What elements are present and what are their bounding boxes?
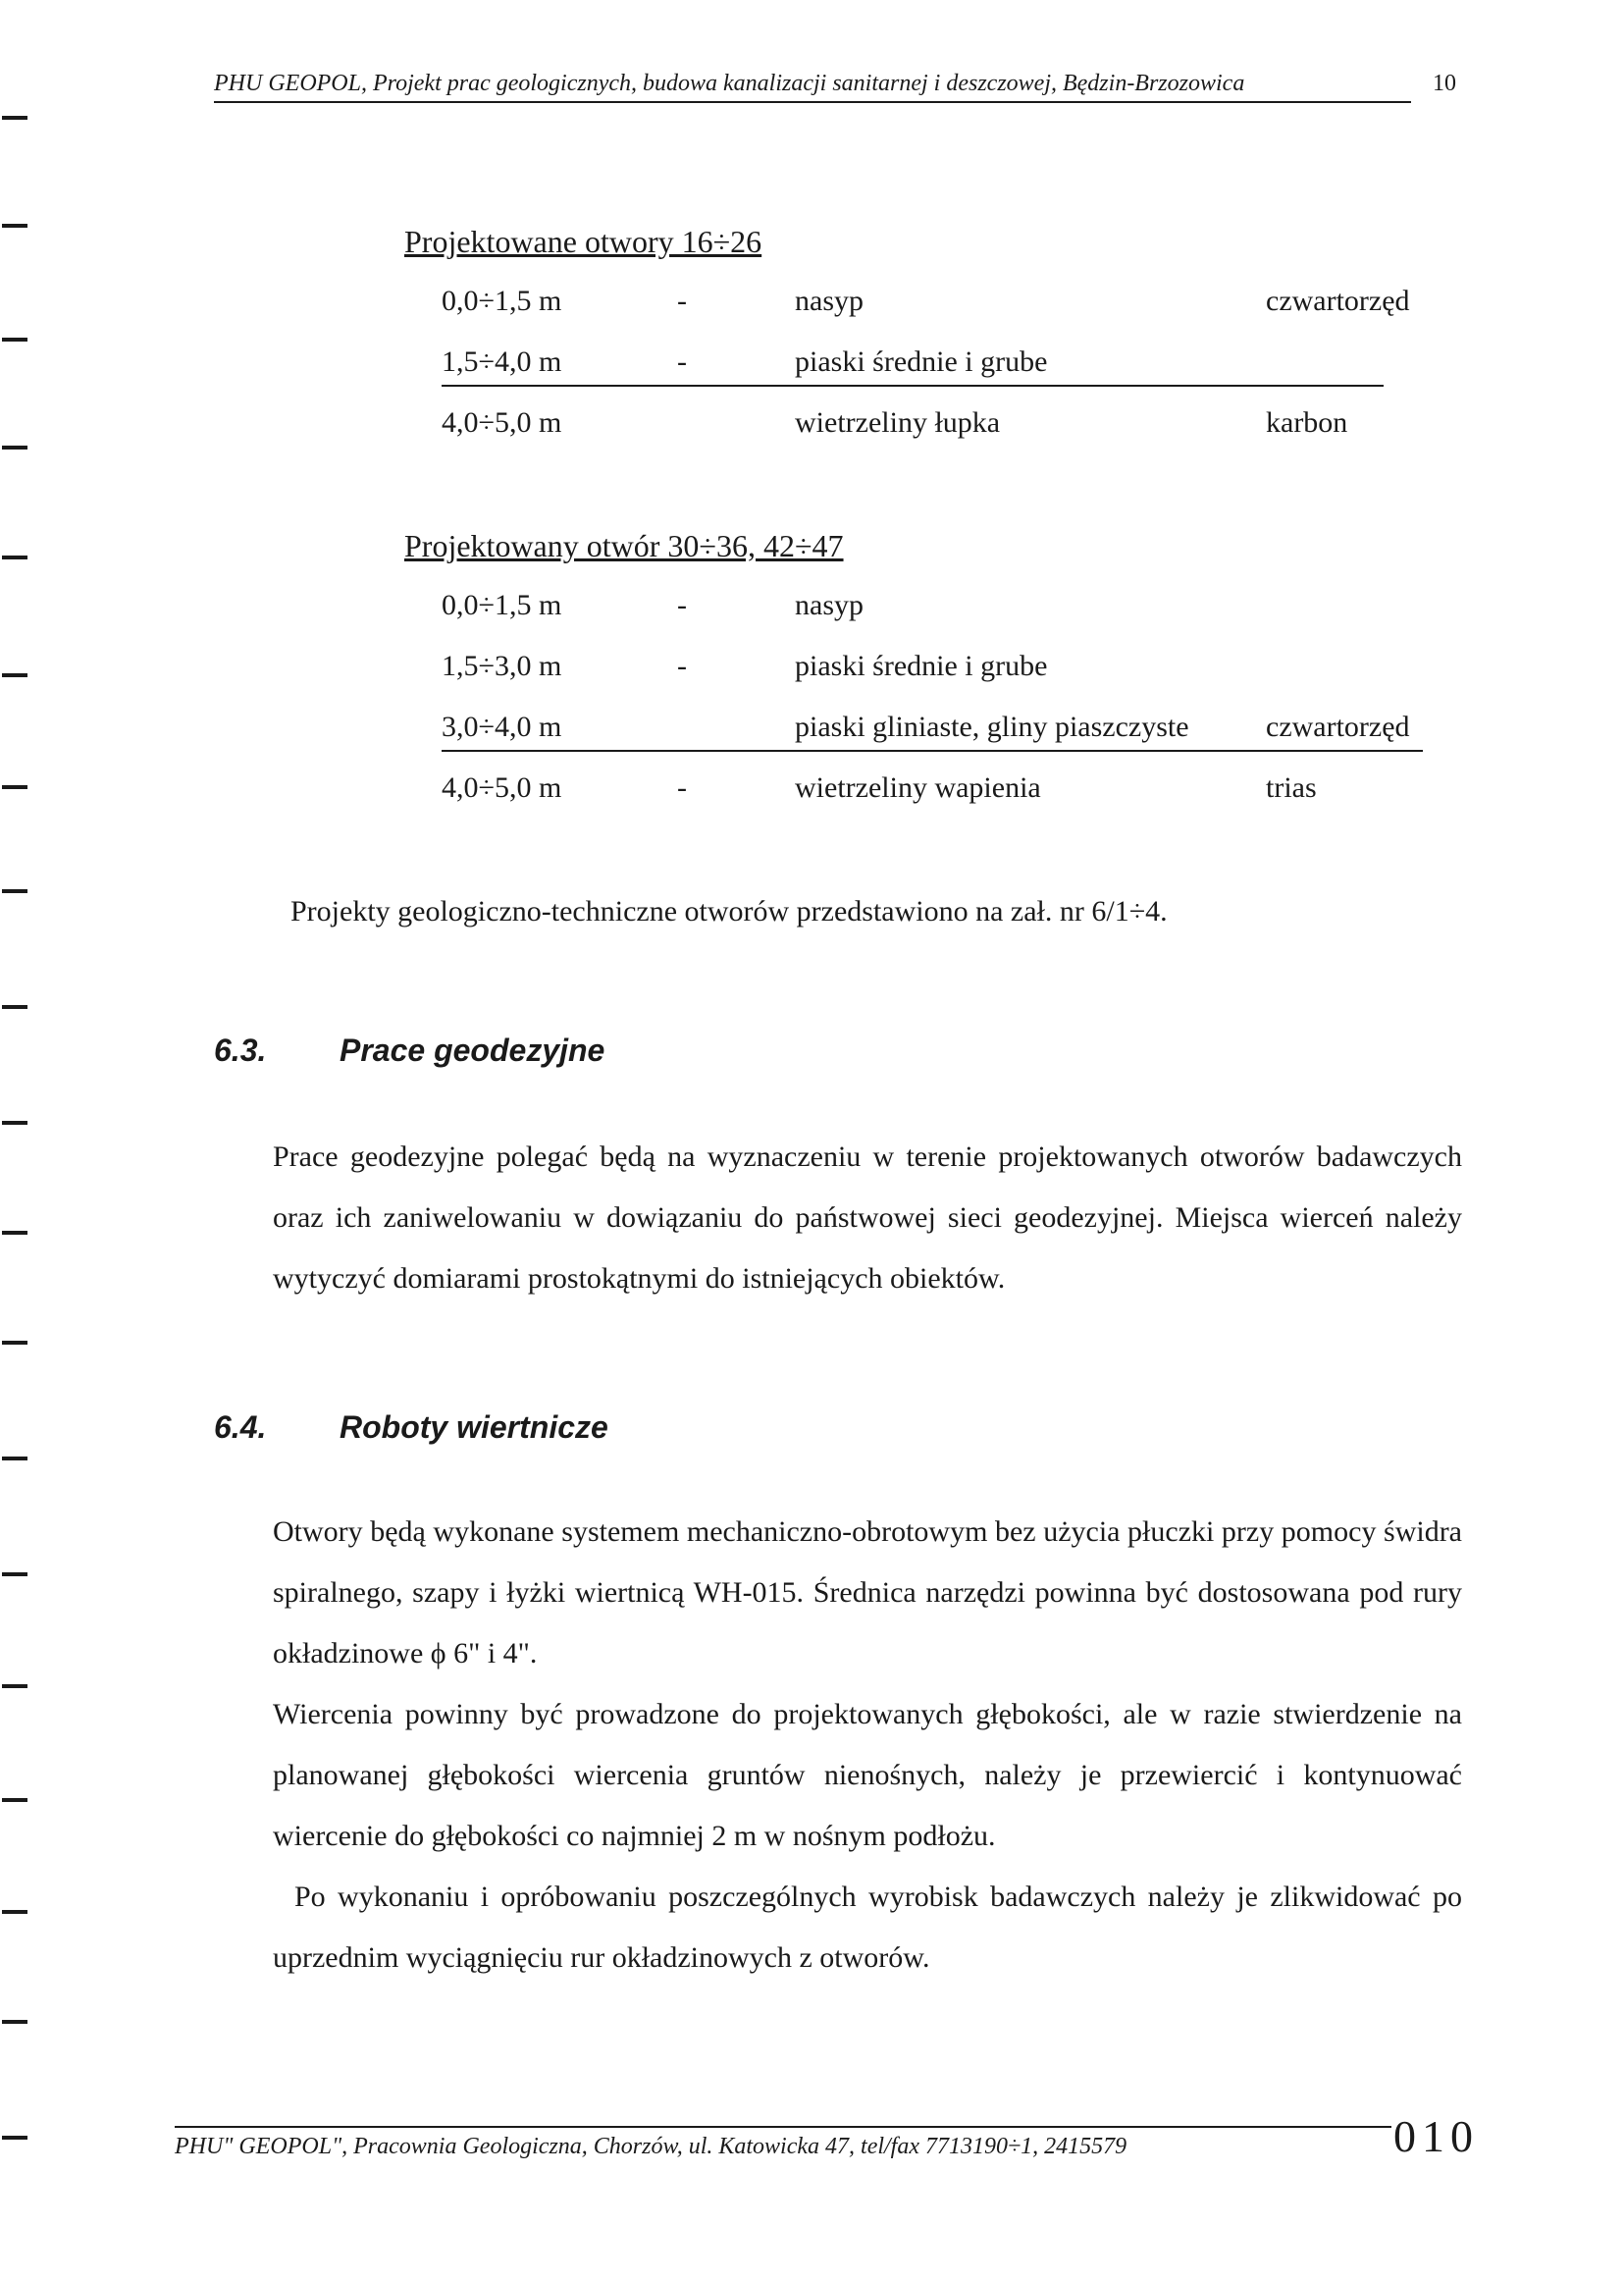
depth: 0,0÷1,5 m [442, 285, 562, 317]
section2-title: Projektowany otwór 30÷36, 42÷47 [404, 528, 844, 563]
page-footer: PHU" GEOPOL", Pracownia Geologiczna, Chorzów, ul. Katowicka 47, tel/fax 7713190÷1, 2415579 [175, 2126, 1391, 2160]
depth: 0,0÷1,5 m [442, 589, 562, 621]
section-6-3-title: Prace geodezyjne [340, 1033, 605, 1068]
stratigraphy: karbon [1266, 406, 1348, 439]
page-number: 10 [1433, 71, 1456, 96]
dash: - [677, 650, 687, 682]
description: wietrzeliny łupka [795, 406, 1001, 439]
page-stamp: 010 [1393, 2111, 1479, 2161]
section-6-4-title: Roboty wiertnicze [340, 1409, 608, 1445]
dash: - [677, 589, 687, 621]
depth: 1,5÷4,0 m [442, 345, 562, 378]
section2-row-2 [442, 650, 1423, 689]
section2-row-1 [442, 589, 1423, 628]
description: wietrzeliny wapienia [795, 771, 1041, 804]
depth: 4,0÷5,0 m [442, 406, 562, 439]
dash: - [677, 285, 687, 317]
section2-row-3 [442, 711, 1423, 752]
section1-row-1 [442, 285, 1423, 324]
section-6-3-paragraph: Prace geodezyjne polegać będą na wyznaczeniu w terenie projektowanych otworów badawczych oraz ich zaniwelowaniu w dowiązaniu do państwowej sieci geodezyjnej. Miejsca wierceń należy wytyczyć domiarami prostokątnymi do istniejących obiektów. [273, 1140, 1462, 1295]
section1-title: Projektowane otwory 16÷26 [404, 224, 762, 259]
depth: 1,5÷3,0 m [442, 650, 562, 682]
depth: 3,0÷4,0 m [442, 711, 562, 743]
section1-row-2 [442, 345, 1384, 387]
dash: - [677, 345, 687, 378]
description: nasyp [795, 589, 864, 621]
section-6-4-paragraph-3: Po wykonaniu i opróbowaniu poszczególnych wyrobisk badawczych należy je zlikwidować po uprzednim wyciągnięciu rur okładzinowych z otworów. [273, 1881, 1462, 1974]
page-header: PHU GEOPOL, Projekt prac geologicznych, budowa kanalizacji sanitarnej i deszczowej, Będzin-Brzozowica [214, 71, 1411, 103]
section1-row-3 [442, 406, 1423, 446]
depth: 4,0÷5,0 m [442, 771, 562, 804]
binding-marks [0, 0, 29, 2279]
section-6-4-number: 6.4. [214, 1409, 267, 1445]
stratigraphy: czwartorzęd [1266, 285, 1410, 317]
stratigraphy: czwartorzęd [1266, 711, 1410, 743]
description: piaski średnie i grube [795, 345, 1048, 378]
section-6-3-number: 6.3. [214, 1033, 267, 1068]
section-6-4-paragraph-2: Wiercenia powinny być prowadzone do projektowanych głębokości, ale w razie stwierdzenie na planowanej głębokości wiercenia gruntów nienośnych, należy je przewiercić i kontynuować wiercenie do głębokości co najmniej 2 m w nośnym podłożu. [273, 1698, 1462, 1852]
description: piaski średnie i grube [795, 650, 1048, 682]
description: nasyp [795, 285, 864, 317]
section-6-4-paragraph-1: Otwory będą wykonane systemem mechaniczno-obrotowym bez użycia płuczki przy pomocy świdra spiralnego, szapy i łyżki wiertnicą WH-015. Średnica narzędzi powinna być dostosowana pod rury okładzinowe ϕ 6" i 4". [273, 1515, 1462, 1670]
dash: - [677, 771, 687, 804]
attachment-note: Projekty geologiczno-techniczne otworów przedstawiono na zał. nr 6/1÷4. [290, 895, 1168, 928]
stratigraphy: trias [1266, 771, 1317, 804]
description: piaski gliniaste, gliny piaszczyste [795, 711, 1189, 743]
section2-row-4 [442, 771, 1423, 811]
